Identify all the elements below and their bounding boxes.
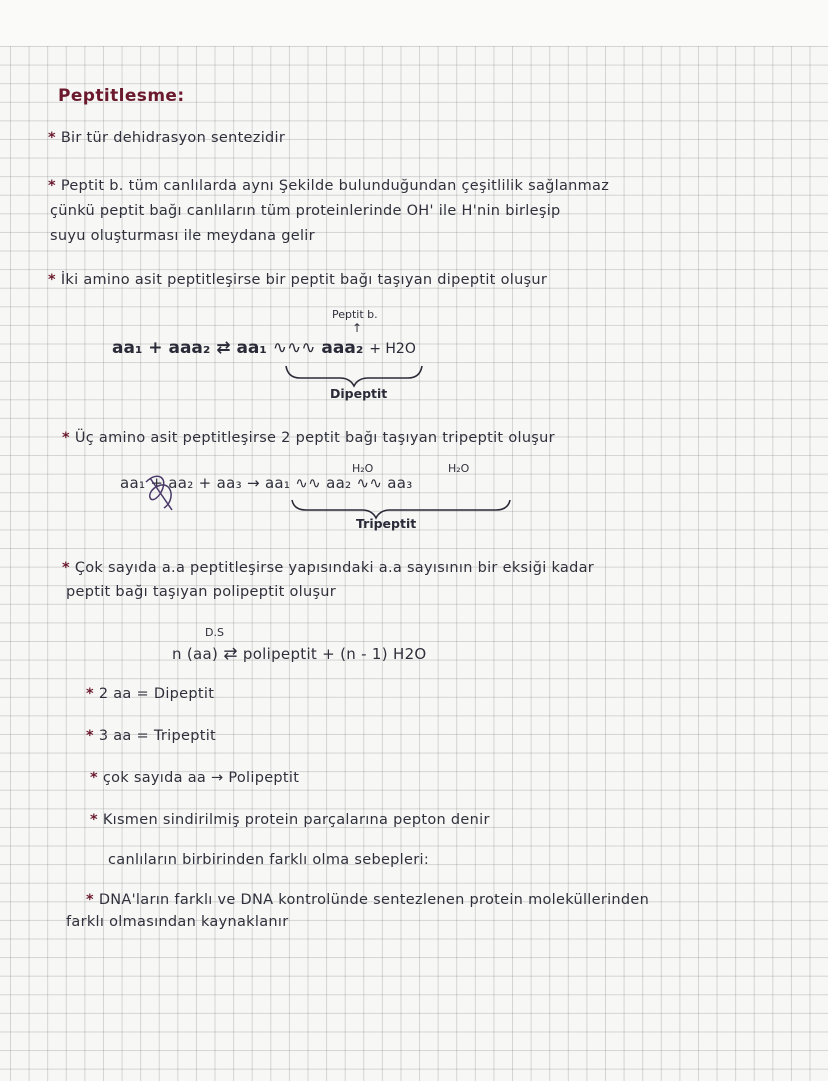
note-line-4 bbox=[62, 430, 555, 446]
up-arrow-icon: ↑ bbox=[352, 321, 363, 335]
note-text: Bir tür dehidrasyon sentezidir bbox=[60, 130, 286, 146]
bullet-star-icon: * bbox=[48, 178, 56, 194]
bullet-star-icon: * bbox=[62, 560, 70, 576]
reversible-arrow-icon: ⇄ bbox=[216, 338, 231, 358]
note-line-9 bbox=[90, 812, 490, 828]
bullet-star-icon: * bbox=[48, 272, 56, 288]
note-line-7 bbox=[86, 728, 216, 744]
eq-right: polipeptit + (n - 1) H2O bbox=[242, 645, 427, 663]
dipeptide-brace bbox=[286, 366, 422, 386]
note-text: İki amino asit peptitleşirse bir peptit bağı taşıyan dipeptit oluşur bbox=[60, 272, 548, 288]
note-line-5a bbox=[62, 560, 594, 576]
note-text: 3 aa = Tripeptit bbox=[98, 728, 217, 744]
tripeptide-equation bbox=[120, 474, 413, 492]
eq-left: aa₁ + aaa₂ bbox=[112, 338, 211, 358]
tripeptide-label: Tripeptit bbox=[356, 516, 417, 531]
right-arrow-icon: → bbox=[246, 474, 260, 492]
bullet-star-icon: * bbox=[86, 686, 94, 702]
dehydration-synthesis-label: D.S bbox=[205, 626, 224, 639]
peptide-bond-label: Peptit b. bbox=[332, 308, 378, 321]
note-line-2b: çünkü peptit bağı canlıların tüm proteinlerinde OH' ile H'nin birleşip bbox=[50, 203, 561, 219]
dipeptide-label: Dipeptit bbox=[330, 386, 388, 401]
bullet-star-icon: * bbox=[86, 892, 94, 908]
eq-right-b: aaa₂ bbox=[321, 338, 364, 358]
note-text: 2 aa = Dipeptit bbox=[98, 686, 215, 702]
note-text: DNA'ların farklı ve DNA kontrolünde sentezlenen protein moleküllerinden bbox=[98, 892, 650, 908]
note-line-8 bbox=[90, 770, 299, 786]
bullet-star-icon: * bbox=[48, 130, 56, 146]
bullet-star-icon: * bbox=[86, 728, 94, 744]
bullet-star-icon: * bbox=[90, 770, 98, 786]
bullet-star-icon: * bbox=[62, 430, 70, 446]
bullet-star-icon: * bbox=[90, 812, 98, 828]
note-line-10: canlıların birbirinden farklı olma sebepleri: bbox=[108, 852, 430, 868]
note-line-1 bbox=[48, 130, 285, 146]
note-line-11a bbox=[86, 892, 649, 908]
note-text: çok sayıda aa → Polipeptit bbox=[102, 770, 300, 786]
page-title: Peptitlesme: bbox=[58, 86, 185, 106]
peptide-bond-icon: ∿∿∿ bbox=[272, 338, 316, 358]
note-text: Kısmen sindirilmiş protein parçalarına pepton denir bbox=[102, 812, 490, 828]
note-line-2a bbox=[48, 178, 609, 194]
note-line-11b: farklı olmasından kaynaklanır bbox=[66, 914, 289, 930]
note-text: Peptit b. tüm canlılarda aynı Şekilde bulunduğundan çeşitlilik sağlanmaz bbox=[60, 178, 610, 194]
polypeptide-equation bbox=[172, 644, 427, 664]
eq-right-a: aa₁ bbox=[236, 338, 267, 358]
note-line-2c: suyu oluşturması ile meydana gelir bbox=[50, 228, 315, 244]
water-label-2: H₂O bbox=[448, 462, 470, 475]
note-line-6 bbox=[86, 686, 214, 702]
note-line-5b: peptit bağı taşıyan polipeptit oluşur bbox=[66, 584, 337, 600]
note-text: Üç amino asit peptitleşirse 2 peptit bağı taşıyan tripeptit oluşur bbox=[74, 430, 555, 446]
eq-left: aa₁ + aa₂ + aa₃ bbox=[120, 474, 242, 492]
eq-right: aa₁ ∿∿ aa₂ ∿∿ aa₃ bbox=[264, 474, 413, 492]
eq-left: n (aa) bbox=[172, 645, 219, 663]
reversible-arrow-icon: ⇄ bbox=[223, 644, 238, 664]
dipeptide-equation bbox=[112, 338, 416, 358]
note-text: Çok sayıda a.a peptitleşirse yapısındaki a.a sayısının bir eksiği kadar bbox=[74, 560, 595, 576]
note-line-3 bbox=[48, 272, 547, 288]
water-label-1: H₂O bbox=[352, 462, 374, 475]
eq-water: + H2O bbox=[369, 341, 416, 357]
page-top-margin bbox=[0, 0, 828, 46]
